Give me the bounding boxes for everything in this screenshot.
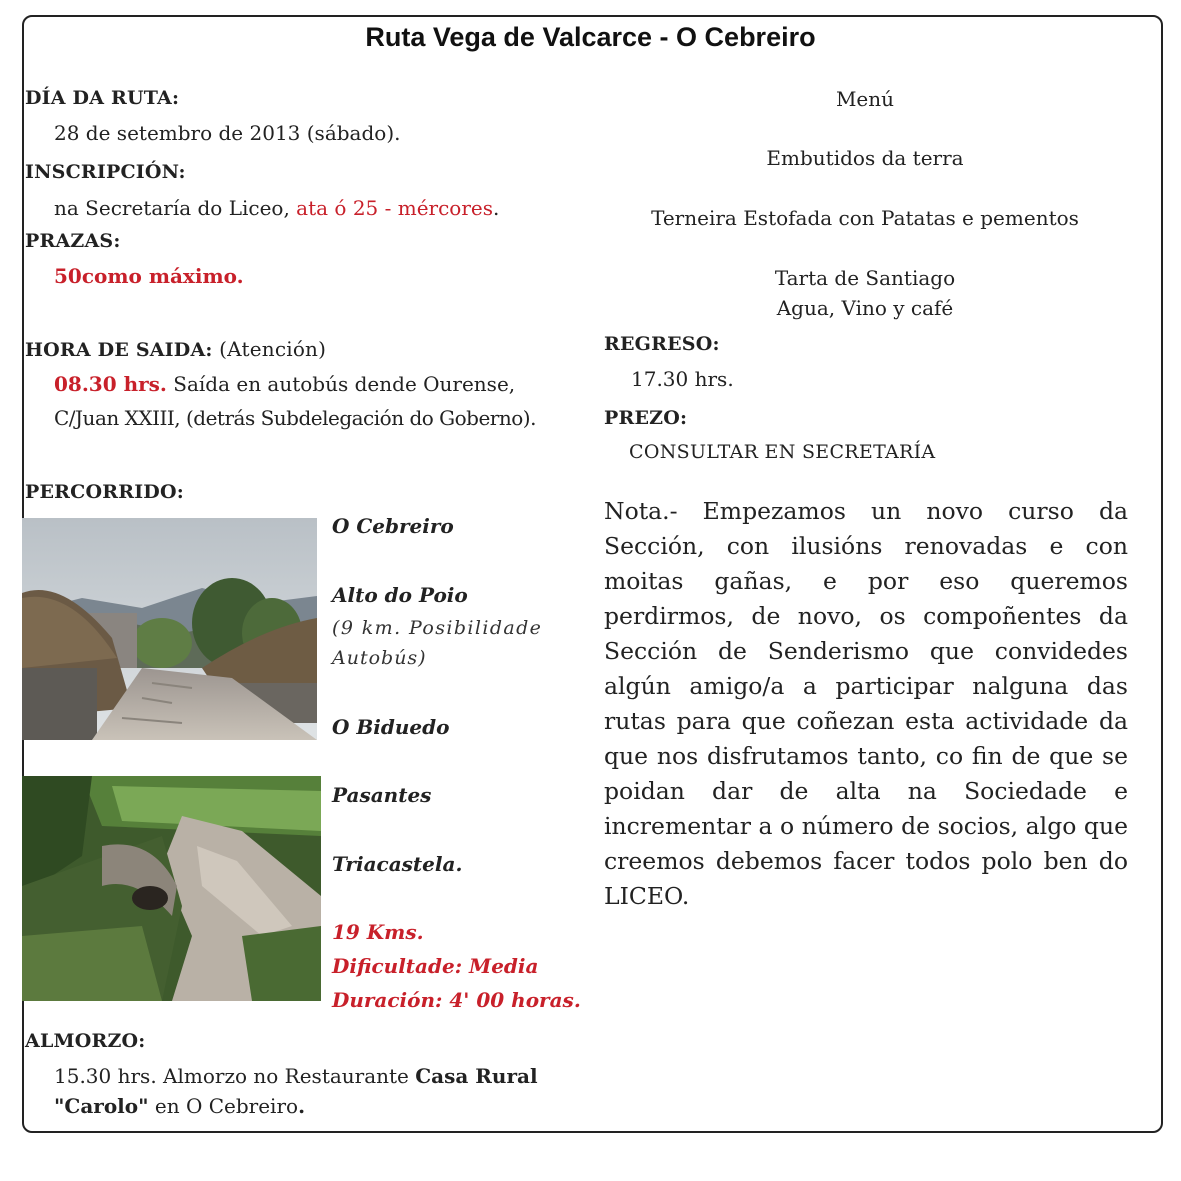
hora-time: 08.30 hrs. xyxy=(54,372,167,396)
stop-note-line1: (9 km. Posibilidade xyxy=(332,617,543,639)
route-distance: 19 Kms. xyxy=(332,920,424,944)
almorzo-place-name: "Carolo" xyxy=(54,1094,149,1118)
inscripcion-deadline: ata ó 25 - mércores xyxy=(296,196,493,220)
hora-label xyxy=(25,337,326,361)
almorzo-line2 xyxy=(54,1094,305,1118)
nota-paragraph: Nota.- Empezamos un novo curso da Sección, con ilusións renovadas e con moitas gañas, e por eso queremos perdirmos, de novo, os compoñentes da Sección de Senderismo que convidedes algún amigo/a a participar nalguna das rutas para que coñezan esta actividade da que nos disfrutamos tanto, co fin de que se poidan dar de alta na Sociedade e incrementar a o número de socios, algo que creemos debemos facer todos polo ben do LICEO. xyxy=(604,497,1128,910)
stop-triacastela: Triacastela. xyxy=(332,852,463,876)
route-duration: Duración: 4' 00 horas. xyxy=(332,988,581,1012)
dia-value: 28 de setembro de 2013 (sábado). xyxy=(54,121,401,145)
inscripcion-text: na Secretaría do Liceo, xyxy=(54,196,297,220)
almorzo-line1 xyxy=(54,1064,538,1088)
photo-village xyxy=(22,518,317,740)
almorzo-label: ALMORZO: xyxy=(25,1030,146,1052)
route-difficulty: Dificultade: Media xyxy=(332,954,539,978)
inscripcion-end: . xyxy=(493,196,500,220)
almorzo-line2-end: . xyxy=(298,1094,306,1118)
hora-line1 xyxy=(54,372,515,396)
prazas-value: 50como máximo. xyxy=(54,264,244,288)
hora-label-text: HORA DE SAIDA: xyxy=(25,339,213,361)
menu-item: Tarta de Santiago xyxy=(774,266,956,290)
almorzo-line2-text: en O Cebreiro xyxy=(148,1094,299,1118)
page-title: Ruta Vega de Valcarce - O Cebreiro xyxy=(365,22,816,52)
stop-o-cebreiro: O Cebreiro xyxy=(332,514,454,538)
menu-item: Embutidos da terra xyxy=(766,146,964,170)
prezo-label: PREZO: xyxy=(604,407,688,429)
percorrido-label: PERCORRIDO: xyxy=(25,481,184,503)
dia-label: DÍA DA RUTA: xyxy=(25,87,180,109)
stop-note-line2: Autobús) xyxy=(332,647,427,669)
menu-item: Terneira Estofada con Patatas e pementos xyxy=(651,206,1079,230)
regreso-value: 17.30 hrs. xyxy=(631,367,734,391)
prazas-label: PRAZAS: xyxy=(25,230,121,252)
stop-o-biduedo: O Biduedo xyxy=(332,715,450,739)
hora-line1-text: Saída en autobús dende Ourense, xyxy=(166,372,516,396)
prezo-value: CONSULTAR EN SECRETARÍA xyxy=(629,441,936,463)
almorzo-place: Casa Rural xyxy=(415,1064,538,1088)
menu-item: Agua, Vino y café xyxy=(776,296,954,320)
inscripcion-label: INSCRIPCIÓN: xyxy=(25,161,186,183)
almorzo-line1-text: 15.30 hrs. Almorzo no Restaurante xyxy=(54,1064,416,1088)
photo-path xyxy=(22,776,321,1001)
inscripcion-value xyxy=(54,196,499,220)
stop-alto-do-poio: Alto do Poio xyxy=(332,583,468,607)
hora-label-note: (Atención) xyxy=(212,337,327,361)
regreso-label: REGRESO: xyxy=(604,333,720,355)
menu-heading: Menú xyxy=(835,87,895,111)
stop-pasantes: Pasantes xyxy=(332,783,432,807)
hora-line2: C/Juan XXIII, (detrás Subdelegación do Goberno). xyxy=(54,406,536,430)
